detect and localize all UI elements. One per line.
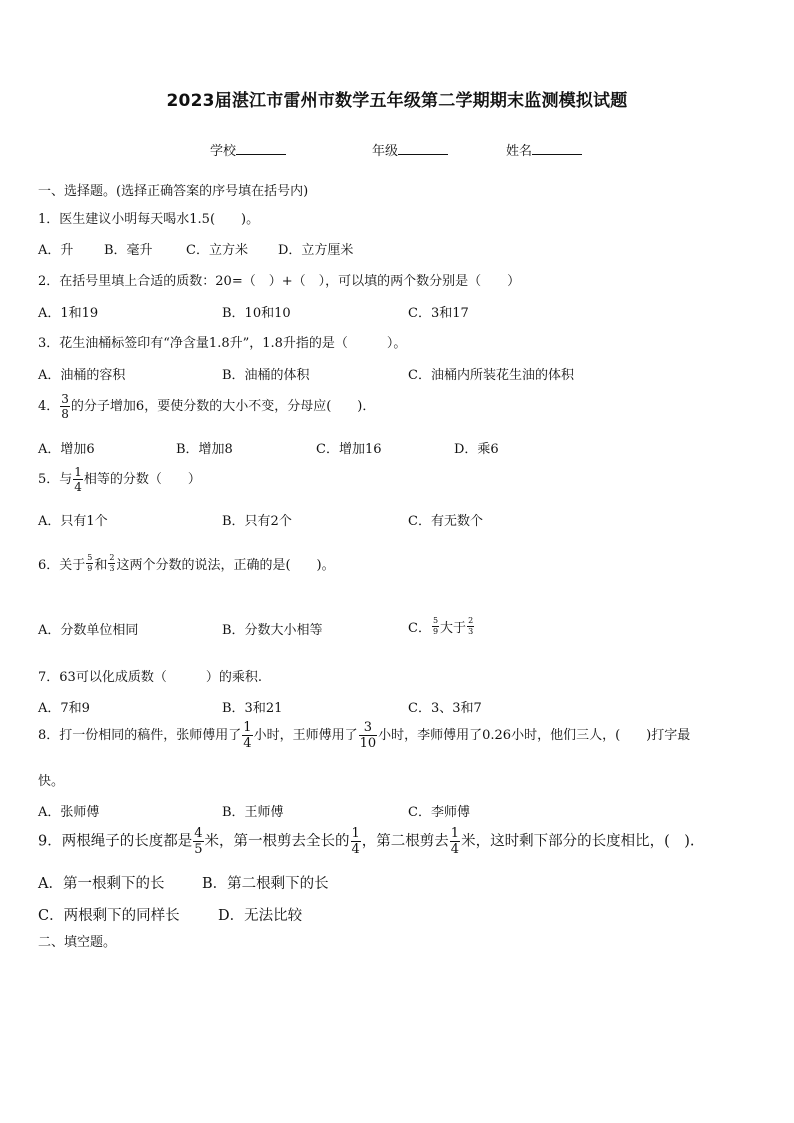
q9-option-c: C．两根剩下的同样长 — [38, 908, 180, 924]
name-field — [506, 140, 582, 159]
fraction: $\frac{3}{10}$ — [359, 720, 377, 751]
fraction: $\frac{2}{3}$ — [109, 553, 115, 573]
fraction: $\frac{4}{5}$ — [194, 826, 203, 857]
question-6: 6．关于 $\frac{5}{9}$ 和 $\frac{2}{3}$ 这两个分数的说法，正确的是( )。 — [38, 553, 335, 573]
school-field — [210, 140, 286, 159]
question-1: 1．医生建议小明每天喝水1.5( )。 — [38, 212, 260, 227]
q8-option-a: A．张师傅 — [38, 805, 100, 820]
q2-option-c: C．3和17 — [408, 306, 469, 321]
q2-option-b: B．10和10 — [222, 306, 291, 321]
q7-option-a: A．7和9 — [38, 701, 90, 716]
question-4: 4． $\frac{3}{8}$ 的分子增加6，要使分数的大小不变，分母应( )． — [38, 392, 376, 421]
section-heading-choice: 一、选择题。(选择正确答案的序号填在括号内) — [38, 184, 309, 199]
q8-option-b: B．王师傅 — [222, 805, 284, 820]
q2-option-a: A．1和19 — [38, 306, 99, 321]
question-9: 9．两根绳子的长度都是 $\frac{4}{5}$ 米，第一根剪去全长的 $\frac{1}{4}$ ，第二根剪去 $\frac{1}{4}$ 米，这时剩下部分的长度相比，( ). — [38, 826, 695, 857]
q6-option-a: A．分数单位相同 — [38, 623, 139, 638]
page-title: 2023届湛江市雷州市数学五年级第二学期期末监测模拟试题 — [166, 91, 628, 111]
q5-option-c: C．有无数个 — [408, 514, 483, 529]
q9-option-a: A．第一根剩下的长 — [38, 876, 165, 892]
q8-option-c: C．李师傅 — [408, 805, 470, 820]
fraction: $\frac{1}{4}$ — [450, 826, 460, 857]
section-heading-fill: 二、填空题。 — [38, 935, 117, 950]
grade-field — [372, 140, 448, 159]
school-blank — [236, 141, 286, 155]
q1-option-c: C．立方米 — [186, 243, 248, 258]
fraction: $\frac{5}{9}$ — [432, 616, 439, 636]
q3-option-a: A．油桶的容积 — [38, 368, 126, 383]
q3-option-b: B．油桶的体积 — [222, 368, 310, 383]
question-3: 3．花生油桶标签印有“净含量1.8升”，1.8升指的是（ ）。 — [38, 336, 407, 351]
school-label: 学校 — [210, 144, 237, 159]
q7-option-c: C．3、3和7 — [408, 701, 482, 716]
q6-option-b: B．分数大小相等 — [222, 623, 323, 638]
q4-option-b: B．增加8 — [176, 442, 233, 457]
fraction: $\frac{5}{9}$ — [87, 553, 93, 573]
grade-label: 年级 — [372, 144, 399, 159]
grade-blank — [398, 141, 448, 155]
fraction: $\frac{2}{3}$ — [468, 616, 474, 636]
question-8-continued: 快。 — [38, 774, 65, 789]
fraction: $\frac{1}{4}$ — [351, 826, 360, 857]
q3-option-c: C．油桶内所装花生油的体积 — [408, 368, 574, 383]
q4-option-a: A．增加6 — [38, 442, 95, 457]
q5-option-a: A．只有1个 — [38, 514, 108, 529]
question-7: 7．63可以化成质数（ ）的乘积. — [38, 670, 262, 685]
fraction: $\frac{3}{8}$ — [61, 392, 69, 421]
q5-option-b: B．只有2个 — [222, 514, 292, 529]
q1-option-d: D．立方厘米 — [278, 243, 354, 258]
q9-option-d: D．无法比较 — [218, 908, 303, 924]
fraction: $\frac{1}{4}$ — [74, 465, 82, 494]
q7-option-b: B．3和21 — [222, 701, 283, 716]
q4-option-c: C．增加16 — [316, 442, 382, 457]
q1-option-a: A．升 — [38, 243, 74, 258]
q1-option-b: B．毫升 — [104, 243, 153, 258]
fraction: $\frac{1}{4}$ — [243, 720, 252, 751]
question-2: 2．在括号里填上合适的质数：20=（ ）+（ ），可以填的两个数分别是（ ） — [38, 274, 521, 289]
q6-option-c: C． $\frac{5}{9}$ 大于 $\frac{2}{3}$ — [408, 616, 474, 636]
name-label: 姓名 — [506, 144, 533, 159]
question-5: 5．与 $\frac{1}{4}$ 相等的分数（ ） — [38, 465, 201, 494]
q9-option-b: B．第二根剩下的长 — [202, 876, 329, 892]
name-blank — [532, 141, 582, 155]
question-8: 8．打一份相同的稿件，张师傅用了 $\frac{1}{4}$ 小时，王师傅用了 $\frac{3}{10}$ 小时，李师傅用了0.26小时，他们三人，( )打字最 — [38, 720, 691, 751]
q4-option-d: D．乘6 — [454, 442, 499, 457]
